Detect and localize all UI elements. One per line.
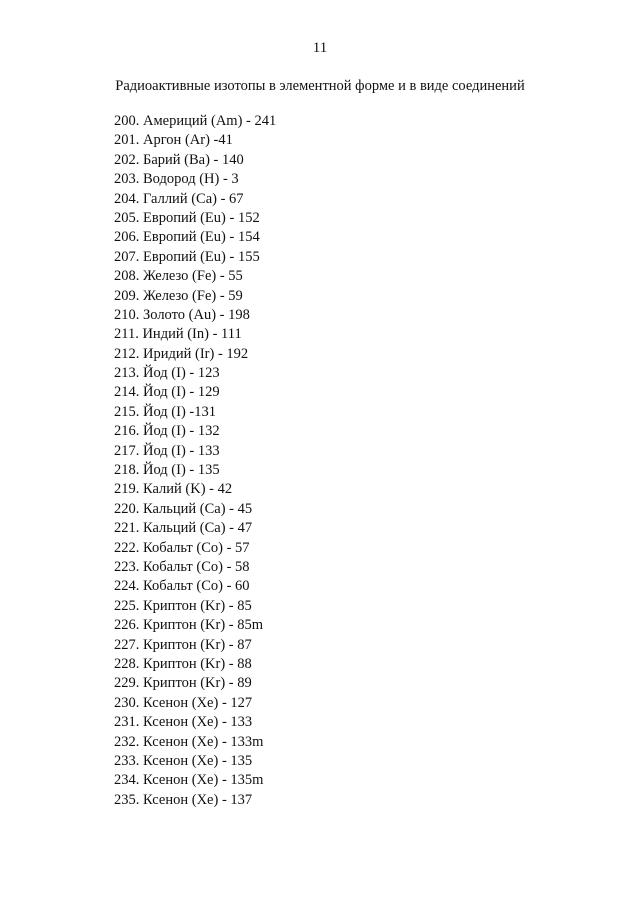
section-heading: Радиоактивные изотопы в элементной форме и в виде соединений <box>115 78 525 94</box>
list-item: 227. Криптон (Kr) - 87 <box>114 636 252 653</box>
list-item: 225. Криптон (Kr) - 85 <box>114 597 252 614</box>
list-item: 230. Ксенон (Xe) - 127 <box>114 694 253 711</box>
list-item: 207. Европий (Eu) - 155 <box>114 248 260 265</box>
list-item: 228. Криптон (Kr) - 88 <box>114 655 252 672</box>
list-item: 232. Ксенон (Xe) - 133m <box>114 733 264 750</box>
list-item: 214. Йод (I) - 129 <box>114 384 220 401</box>
list-item: 210. Золото (Au) - 198 <box>114 306 250 323</box>
isotope-list <box>114 112 276 810</box>
list-item: 202. Барий (Ba) - 140 <box>114 151 244 168</box>
list-item: 200. Америций (Am) - 241 <box>114 113 277 129</box>
page-number: 11 <box>312 40 328 56</box>
list-item: 213. Йод (I) - 123 <box>114 365 220 382</box>
list-item: 208. Железо (Fe) - 55 <box>114 268 243 285</box>
list-item: 224. Кобальт (Co) - 60 <box>114 578 250 595</box>
list-item: 221. Кальций (Ca) - 47 <box>114 520 253 537</box>
list-item: 218. Йод (I) - 135 <box>114 462 220 479</box>
list-item: 211. Индий (In) - 111 <box>114 326 242 343</box>
list-item: 223. Кобальт (Co) - 58 <box>114 558 250 575</box>
list-item: 204. Галлий (Ca) - 67 <box>114 190 244 207</box>
list-item: 235. Ксенон (Xe) - 137 <box>114 791 253 808</box>
list-item: 201. Аргон (Ar) -41 <box>114 132 233 149</box>
list-item: 229. Криптон (Kr) - 89 <box>114 675 252 692</box>
list-item: 220. Кальций (Ca) - 45 <box>114 500 253 517</box>
list-item: 231. Ксенон (Xe) - 133 <box>114 714 253 731</box>
list-item: 226. Криптон (Kr) - 85m <box>114 617 264 634</box>
list-item: 212. Иридий (Ir) - 192 <box>114 345 249 362</box>
list-item: 216. Йод (I) - 132 <box>114 423 220 440</box>
list-item: 217. Йод (I) - 133 <box>114 442 220 459</box>
list-item: 222. Кобальт (Co) - 57 <box>114 539 250 556</box>
list-item: 219. Калий (K) - 42 <box>114 481 233 498</box>
list-item: 234. Ксенон (Xe) - 135m <box>114 772 264 789</box>
list-item: 215. Йод (I) -131 <box>114 403 216 420</box>
list-item: 209. Железо (Fe) - 59 <box>114 287 243 304</box>
list-item: 206. Европий (Eu) - 154 <box>114 229 260 246</box>
list-item: 205. Европий (Eu) - 152 <box>114 209 260 226</box>
list-item: 233. Ксенон (Xe) - 135 <box>114 752 253 769</box>
list-item: 203. Водород (H) - 3 <box>114 171 239 188</box>
